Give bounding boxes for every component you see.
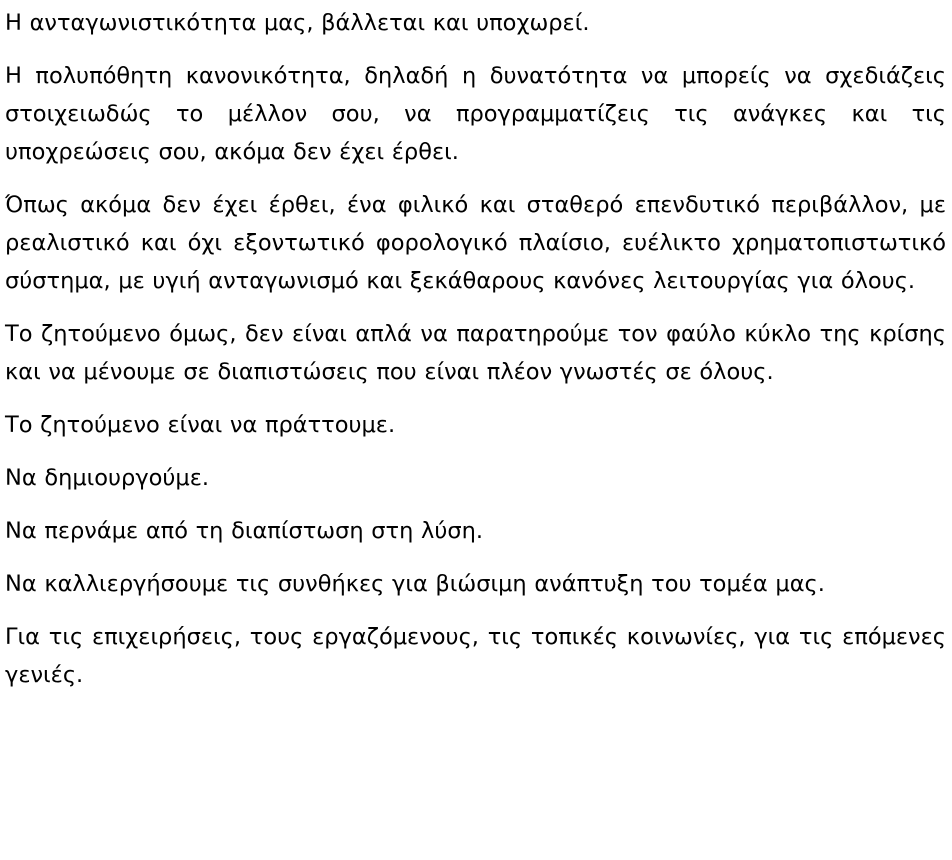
paragraph-solution: Να περνάμε από τη διαπίστωση στη λύση. — [5, 518, 484, 544]
paragraph-future-generations: Για τις επιχειρήσεις, τους εργαζόμενους, τις τοπικές κοινωνίες, για τις επόμενες γενιές. — [5, 624, 946, 688]
paragraph-investment-environment: Όπως ακόμα δεν έχει έρθει, ένα φιλικό και σταθερό επενδυτικό περιβάλλον, με ρεαλιστικό και όχι εξοντωτικό φορολογικό πλαίσιο, ευέλικτο χρηματοπιστωτικό σύστημα, με υγιή ανταγωνισμό και ξεκάθαρους κανόνες λειτουργίας για όλους. — [5, 192, 946, 294]
paragraph-competitiveness: Η ανταγωνιστικότητα μας, βάλλεται και υποχωρεί. — [5, 10, 590, 36]
paragraph-sustainable-growth: Να καλλιεργήσουμε τις συνθήκες για βιώσιμη ανάπτυξη του τομέα μας. — [5, 571, 825, 597]
paragraph-normality: Η πολυπόθητη κανονικότητα, δηλαδή η δυνατότητα να μπορείς να σχεδιάζεις στοιχειωδώς το μέλλον σου, να προγραμματίζεις τις ανάγκες και τις υποχρεώσεις σου, ακόμα δεν έχει έρθει. — [5, 63, 946, 165]
paragraph-act: Το ζητούμενο είναι να πράττουμε. — [5, 412, 396, 438]
paragraph-crisis-cycle: Το ζητούμενο όμως, δεν είναι απλά να παρατηρούμε τον φαύλο κύκλο της κρίσης και να μένουμε σε διαπιστώσεις που είναι πλέον γνωστές σε όλους. — [5, 321, 946, 385]
paragraph-create: Να δημιουργούμε. — [5, 465, 210, 491]
